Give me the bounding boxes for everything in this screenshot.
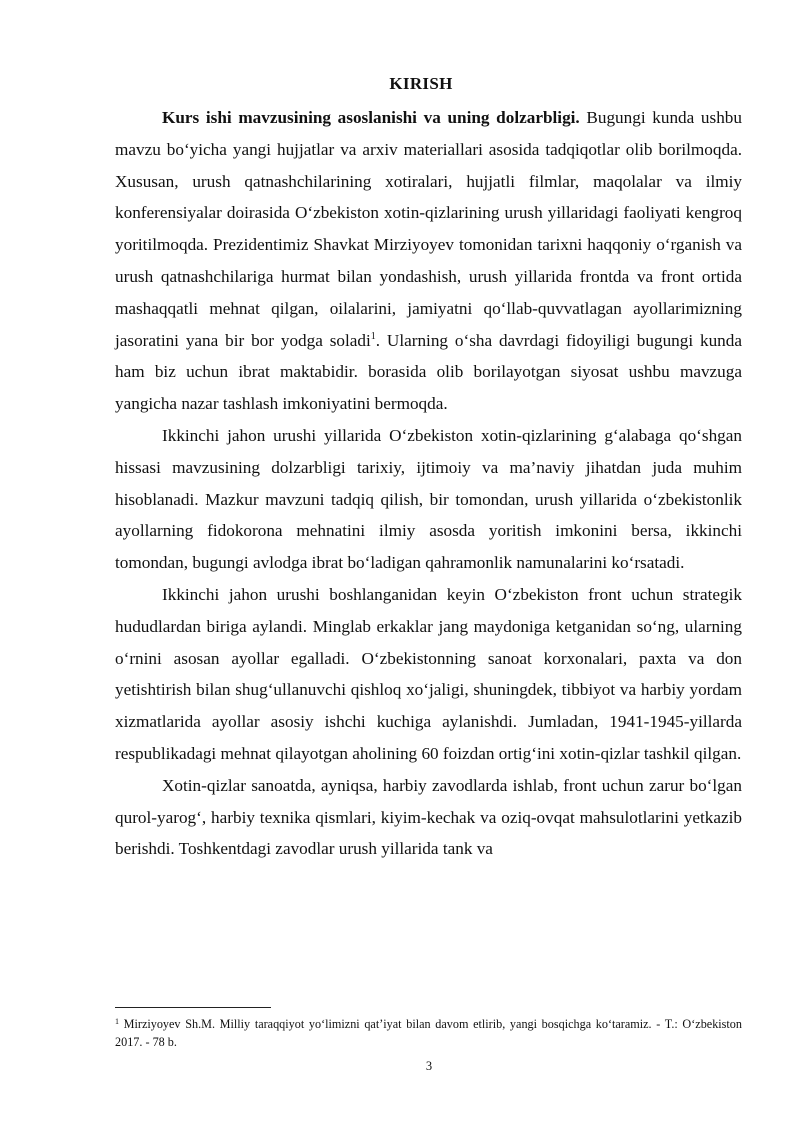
paragraph-4: Xotin-qizlar sanoatda, ayniqsa, harbiy zavodlarda ishlab, front uchun zarur bo‘lgan qurol-yarog‘, harbiy texnika qismlari, kiyim-kechak va oziq-ovqat mahsulotlarini yetkazib berishdi. Toshkentdagi zavodlar urush yillarida tank va xyxy=(115,775,742,859)
paragraph-text: . Ularning o‘sha davrdagi fidoyiligi bugungi kunda ham biz uchun ibrat maktabidir. borasida olib borilayotgan siyosat ushbu mavzuga yangicha nazar tashlash imkoniyatini bermoqda. xyxy=(115,330,742,414)
footnote-reference[interactable]: 1 xyxy=(370,330,376,342)
paragraph-2: Ikkinchi jahon urushi yillarida O‘zbekiston xotin-qizlarining g‘alabaga qo‘shgan hissasi mavzusining dolzarbligi tarixiy, ijtimoiy va ma’naviy jihatdan juda muhim hisoblanadi. Mazkur mavzuni tadqiq qilish, bir tomondan, urush yillarida o‘zbekistonlik ayollarning fidokorona mehnatini ilmiy asosda yoritish imkonini bersa, ikkinchi tomondan, bugungi avlodga ibrat bo‘ladigan qahramonlik namunalarini ko‘rsatadi. xyxy=(115,425,742,573)
paragraph-1 xyxy=(115,102,742,420)
page-number: 3 xyxy=(425,1059,433,1073)
page-title: KIRISH xyxy=(389,74,453,93)
body-text xyxy=(115,102,742,865)
footnote-text: Mirziyoyev Sh.M. Milliy taraqqiyot yo‘limizni qat’iyat bilan davom etlirib, yangi bosqichga ko‘taramiz. - T.: O‘zbekiston 2017. - 78 b. xyxy=(115,1017,742,1049)
footnote-marker: 1 xyxy=(115,1017,119,1026)
footnote xyxy=(115,1015,742,1051)
paragraph-text: Bugungi kunda ushbu mavzu bo‘yicha yangi hujjatlar va arxiv materiallari asosida tadqiqotlar olib borilmoqda. Xususan, urush qatnashchilarining xotiralari, hujjatli filmlar, maqolalar va ilmiy konferensiyalar doirasida O‘zbekiston xotin-qizlarining urush yillaridagi faoliyati kengroq yoritilmoqda. Prezidentimiz Shavkat Mirziyoyev tomonidan tarixni haqqoniy o‘rganish va urush qatnashchilariga hurmat bilan yondashish, urush yillarida frontda va front ortida mashaqqatli mehnat qilgan, oilalarini, jamiyatni qo‘llab-quvvatlagan ayollarimizning jasoratini yana bir bor yodga soladi xyxy=(115,108,742,350)
paragraph-3: Ikkinchi jahon urushi boshlanganidan keyin O‘zbekiston front uchun strategik hududlardan biriga aylandi. Minglab erkaklar jang maydoniga ketganidan so‘ng, ularning o‘rnini asosan ayollar egalladi. O‘zbekistonning sanoat korxonalari, paxta va don yetishtirish bilan shug‘ullanuvchi qishloq xo‘jaligi, shuningdek, tibbiyot va harbiy yordam xizmatlarida ayollar asosiy ishchi kuchiga aylanishdi. Jumladan, 1941-1945-yillarda respublikadagi mehnat qilayotgan aholining 60 foizdan ortig‘ini xotin-qizlar tashkil qilgan. xyxy=(115,584,742,763)
paragraph-lead: Kurs ishi mavzusining asoslanishi va uning dolzarbligi. xyxy=(162,108,580,127)
footnote-divider xyxy=(115,1007,271,1008)
